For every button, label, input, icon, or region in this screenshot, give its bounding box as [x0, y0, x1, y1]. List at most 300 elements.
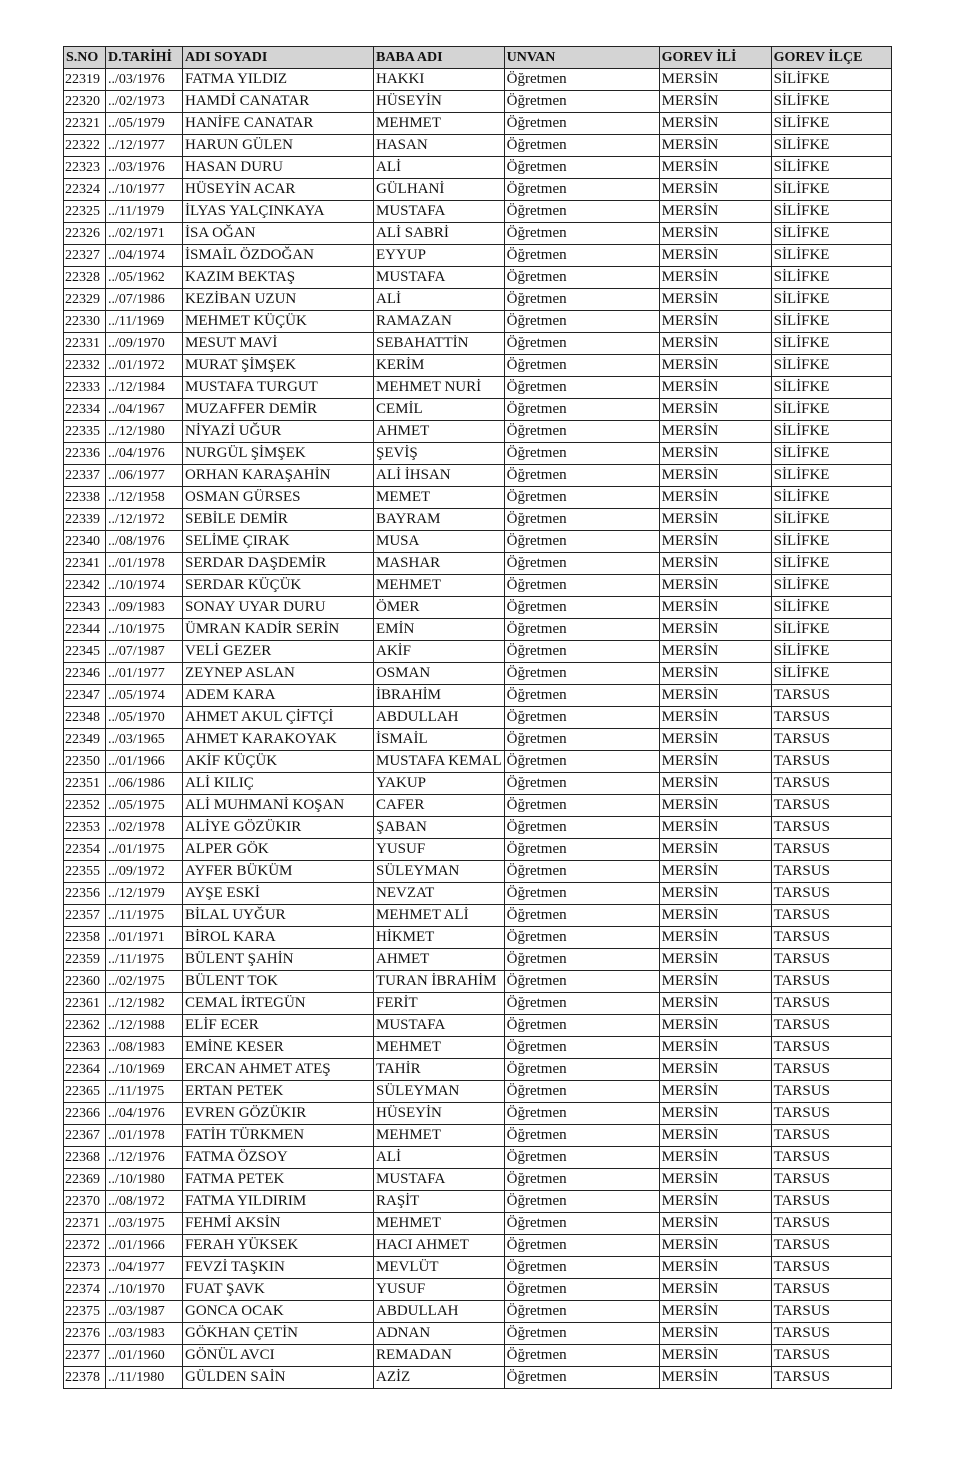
cell-father-name: SÜLEYMAN [374, 861, 505, 883]
cell-province: MERSİN [659, 663, 771, 685]
cell-sno: 22347 [64, 685, 106, 707]
cell-district: SİLİFKE [771, 311, 891, 333]
table-row [64, 1345, 892, 1367]
cell-district: SİLİFKE [771, 443, 891, 465]
cell-full-name: ERCAN AHMET ATEŞ [183, 1059, 374, 1081]
cell-district: SİLİFKE [771, 531, 891, 553]
cell-full-name: FATMA ÖZSOY [183, 1147, 374, 1169]
cell-sno: 22363 [64, 1037, 106, 1059]
table-row [64, 839, 892, 861]
cell-title: Öğretmen [504, 1191, 659, 1213]
table-body [64, 69, 892, 1389]
cell-province: MERSİN [659, 443, 771, 465]
cell-sno: 22378 [64, 1367, 106, 1389]
cell-full-name: BİLAL UYĞUR [183, 905, 374, 927]
table-row [64, 1125, 892, 1147]
cell-province: MERSİN [659, 135, 771, 157]
cell-birth-date: ../04/1976 [106, 1103, 183, 1125]
cell-full-name: SERDAR DAŞDEMİR [183, 553, 374, 575]
cell-province: MERSİN [659, 377, 771, 399]
cell-birth-date: ../12/1979 [106, 883, 183, 905]
cell-title: Öğretmen [504, 663, 659, 685]
table-row [64, 1147, 892, 1169]
cell-district: SİLİFKE [771, 333, 891, 355]
cell-title: Öğretmen [504, 905, 659, 927]
cell-birth-date: ../01/1966 [106, 751, 183, 773]
cell-father-name: HİKMET [374, 927, 505, 949]
cell-full-name: HANİFE CANATAR [183, 113, 374, 135]
cell-birth-date: ../01/1978 [106, 553, 183, 575]
cell-title: Öğretmen [504, 619, 659, 641]
table-row [64, 267, 892, 289]
cell-title: Öğretmen [504, 201, 659, 223]
cell-birth-date: ../03/1983 [106, 1323, 183, 1345]
cell-full-name: FATMA PETEK [183, 1169, 374, 1191]
cell-sno: 22341 [64, 553, 106, 575]
cell-father-name: TURAN İBRAHİM [374, 971, 505, 993]
cell-title: Öğretmen [504, 311, 659, 333]
cell-birth-date: ../11/1979 [106, 201, 183, 223]
table-row [64, 883, 892, 905]
cell-sno: 22323 [64, 157, 106, 179]
cell-father-name: SEBAHATTİN [374, 333, 505, 355]
cell-province: MERSİN [659, 333, 771, 355]
table-row [64, 641, 892, 663]
cell-father-name: ALİ [374, 289, 505, 311]
cell-district: TARSUS [771, 1367, 891, 1389]
cell-title: Öğretmen [504, 883, 659, 905]
cell-province: MERSİN [659, 971, 771, 993]
table-row [64, 949, 892, 971]
cell-province: MERSİN [659, 553, 771, 575]
cell-father-name: KERİM [374, 355, 505, 377]
cell-full-name: HARUN GÜLEN [183, 135, 374, 157]
table-row [64, 91, 892, 113]
cell-province: MERSİN [659, 1257, 771, 1279]
cell-title: Öğretmen [504, 685, 659, 707]
cell-birth-date: ../11/1975 [106, 1081, 183, 1103]
cell-father-name: AHMET [374, 421, 505, 443]
cell-full-name: ERTAN PETEK [183, 1081, 374, 1103]
cell-birth-date: ../11/1980 [106, 1367, 183, 1389]
cell-full-name: FATİH TÜRKMEN [183, 1125, 374, 1147]
cell-sno: 22327 [64, 245, 106, 267]
cell-sno: 22324 [64, 179, 106, 201]
cell-sno: 22372 [64, 1235, 106, 1257]
cell-birth-date: ../01/1960 [106, 1345, 183, 1367]
cell-full-name: ZEYNEP ASLAN [183, 663, 374, 685]
cell-province: MERSİN [659, 465, 771, 487]
cell-father-name: İSMAİL [374, 729, 505, 751]
cell-province: MERSİN [659, 1037, 771, 1059]
cell-birth-date: ../10/1969 [106, 1059, 183, 1081]
cell-father-name: GÜLHANİ [374, 179, 505, 201]
cell-father-name: MUSA [374, 531, 505, 553]
cell-birth-date: ../10/1970 [106, 1279, 183, 1301]
cell-full-name: BÜLENT ŞAHİN [183, 949, 374, 971]
cell-province: MERSİN [659, 1015, 771, 1037]
cell-father-name: MEHMET [374, 1125, 505, 1147]
table-row [64, 1191, 892, 1213]
cell-father-name: HÜSEYİN [374, 1103, 505, 1125]
cell-district: TARSUS [771, 883, 891, 905]
cell-full-name: GONCA OCAK [183, 1301, 374, 1323]
cell-province: MERSİN [659, 883, 771, 905]
cell-sno: 22364 [64, 1059, 106, 1081]
cell-title: Öğretmen [504, 795, 659, 817]
cell-full-name: ALPER GÖK [183, 839, 374, 861]
cell-district: SİLİFKE [771, 223, 891, 245]
cell-title: Öğretmen [504, 465, 659, 487]
cell-district: SİLİFKE [771, 69, 891, 91]
cell-birth-date: ../03/1975 [106, 1213, 183, 1235]
cell-sno: 22325 [64, 201, 106, 223]
cell-birth-date: ../07/1986 [106, 289, 183, 311]
table-row [64, 69, 892, 91]
cell-full-name: İSMAİL ÖZDOĞAN [183, 245, 374, 267]
cell-title: Öğretmen [504, 971, 659, 993]
cell-province: MERSİN [659, 927, 771, 949]
cell-father-name: İBRAHİM [374, 685, 505, 707]
cell-district: TARSUS [771, 861, 891, 883]
cell-district: TARSUS [771, 1323, 891, 1345]
cell-birth-date: ../11/1975 [106, 949, 183, 971]
cell-birth-date: ../02/1975 [106, 971, 183, 993]
cell-title: Öğretmen [504, 113, 659, 135]
cell-province: MERSİN [659, 245, 771, 267]
table-row [64, 531, 892, 553]
cell-district: TARSUS [771, 1037, 891, 1059]
cell-sno: 22353 [64, 817, 106, 839]
cell-district: TARSUS [771, 773, 891, 795]
cell-province: MERSİN [659, 1235, 771, 1257]
cell-sno: 22336 [64, 443, 106, 465]
cell-title: Öğretmen [504, 861, 659, 883]
cell-sno: 22330 [64, 311, 106, 333]
cell-title: Öğretmen [504, 69, 659, 91]
cell-birth-date: ../08/1976 [106, 531, 183, 553]
cell-title: Öğretmen [504, 751, 659, 773]
cell-full-name: KEZİBAN UZUN [183, 289, 374, 311]
cell-full-name: İSA OĞAN [183, 223, 374, 245]
table-row [64, 1059, 892, 1081]
cell-title: Öğretmen [504, 531, 659, 553]
cell-district: TARSUS [771, 1059, 891, 1081]
cell-sno: 22375 [64, 1301, 106, 1323]
cell-sno: 22349 [64, 729, 106, 751]
cell-sno: 22334 [64, 399, 106, 421]
cell-title: Öğretmen [504, 1015, 659, 1037]
cell-province: MERSİN [659, 993, 771, 1015]
cell-father-name: MASHAR [374, 553, 505, 575]
cell-title: Öğretmen [504, 1367, 659, 1389]
table-row [64, 773, 892, 795]
cell-title: Öğretmen [504, 1301, 659, 1323]
cell-birth-date: ../04/1974 [106, 245, 183, 267]
cell-sno: 22348 [64, 707, 106, 729]
cell-province: MERSİN [659, 575, 771, 597]
cell-district: TARSUS [771, 1147, 891, 1169]
cell-district: TARSUS [771, 685, 891, 707]
cell-birth-date: ../02/1971 [106, 223, 183, 245]
cell-full-name: BİROL KARA [183, 927, 374, 949]
cell-father-name: REMADAN [374, 1345, 505, 1367]
table-row [64, 223, 892, 245]
table-row [64, 1081, 892, 1103]
table-row [64, 1103, 892, 1125]
cell-full-name: İLYAS YALÇINKAYA [183, 201, 374, 223]
cell-full-name: MESUT MAVİ [183, 333, 374, 355]
cell-title: Öğretmen [504, 641, 659, 663]
cell-province: MERSİN [659, 1103, 771, 1125]
cell-full-name: ALİYE GÖZÜKIR [183, 817, 374, 839]
cell-father-name: AZİZ [374, 1367, 505, 1389]
cell-province: MERSİN [659, 861, 771, 883]
cell-father-name: ALİ [374, 157, 505, 179]
cell-full-name: HAMDİ CANATAR [183, 91, 374, 113]
table-header [64, 47, 892, 69]
cell-full-name: VELİ GEZER [183, 641, 374, 663]
cell-father-name: CAFER [374, 795, 505, 817]
header-province: GOREV İLİ [659, 47, 771, 69]
cell-birth-date: ../02/1978 [106, 817, 183, 839]
cell-sno: 22360 [64, 971, 106, 993]
cell-full-name: ADEM KARA [183, 685, 374, 707]
cell-district: SİLİFKE [771, 289, 891, 311]
cell-birth-date: ../12/1988 [106, 1015, 183, 1037]
cell-full-name: ELİF ECER [183, 1015, 374, 1037]
cell-district: SİLİFKE [771, 157, 891, 179]
cell-full-name: BÜLENT TOK [183, 971, 374, 993]
cell-birth-date: ../12/1982 [106, 993, 183, 1015]
cell-province: MERSİN [659, 773, 771, 795]
cell-sno: 22374 [64, 1279, 106, 1301]
cell-sno: 22356 [64, 883, 106, 905]
document-sheet [63, 46, 892, 1389]
table-row [64, 1213, 892, 1235]
cell-full-name: FEHMİ AKSİN [183, 1213, 374, 1235]
cell-sno: 22357 [64, 905, 106, 927]
cell-full-name: SERDAR KÜÇÜK [183, 575, 374, 597]
cell-province: MERSİN [659, 267, 771, 289]
cell-province: MERSİN [659, 949, 771, 971]
cell-birth-date: ../03/1987 [106, 1301, 183, 1323]
cell-title: Öğretmen [504, 289, 659, 311]
cell-sno: 22350 [64, 751, 106, 773]
cell-title: Öğretmen [504, 1235, 659, 1257]
cell-father-name: MUSTAFA [374, 1015, 505, 1037]
cell-title: Öğretmen [504, 333, 659, 355]
cell-province: MERSİN [659, 751, 771, 773]
cell-district: TARSUS [771, 1235, 891, 1257]
table-row [64, 905, 892, 927]
cell-father-name: OSMAN [374, 663, 505, 685]
cell-birth-date: ../08/1972 [106, 1191, 183, 1213]
cell-district: SİLİFKE [771, 619, 891, 641]
cell-birth-date: ../01/1978 [106, 1125, 183, 1147]
cell-district: SİLİFKE [771, 245, 891, 267]
cell-birth-date: ../05/1962 [106, 267, 183, 289]
cell-district: TARSUS [771, 751, 891, 773]
cell-district: SİLİFKE [771, 91, 891, 113]
table-row [64, 707, 892, 729]
cell-sno: 22331 [64, 333, 106, 355]
cell-birth-date: ../03/1965 [106, 729, 183, 751]
cell-full-name: MUZAFFER DEMİR [183, 399, 374, 421]
cell-district: TARSUS [771, 1213, 891, 1235]
cell-father-name: HAKKI [374, 69, 505, 91]
cell-full-name: FATMA YILDIZ [183, 69, 374, 91]
cell-title: Öğretmen [504, 157, 659, 179]
cell-father-name: HASAN [374, 135, 505, 157]
table-row [64, 729, 892, 751]
cell-birth-date: ../03/1976 [106, 69, 183, 91]
cell-province: MERSİN [659, 729, 771, 751]
table-row [64, 289, 892, 311]
cell-sno: 22367 [64, 1125, 106, 1147]
cell-sno: 22346 [64, 663, 106, 685]
cell-full-name: OSMAN GÜRSES [183, 487, 374, 509]
cell-full-name: MEHMET KÜÇÜK [183, 311, 374, 333]
cell-full-name: AYFER BÜKÜM [183, 861, 374, 883]
cell-father-name: AKİF [374, 641, 505, 663]
cell-full-name: EVREN GÖZÜKIR [183, 1103, 374, 1125]
cell-father-name: AHMET [374, 949, 505, 971]
cell-district: SİLİFKE [771, 113, 891, 135]
cell-province: MERSİN [659, 817, 771, 839]
cell-title: Öğretmen [504, 421, 659, 443]
cell-title: Öğretmen [504, 1081, 659, 1103]
cell-father-name: MEHMET [374, 113, 505, 135]
cell-birth-date: ../12/1977 [106, 135, 183, 157]
cell-title: Öğretmen [504, 1345, 659, 1367]
cell-district: SİLİFKE [771, 179, 891, 201]
cell-father-name: MEHMET [374, 575, 505, 597]
header-father-name: BABA ADI [374, 47, 505, 69]
cell-sno: 22337 [64, 465, 106, 487]
cell-birth-date: ../01/1971 [106, 927, 183, 949]
cell-province: MERSİN [659, 531, 771, 553]
cell-district: SİLİFKE [771, 509, 891, 531]
cell-birth-date: ../10/1977 [106, 179, 183, 201]
cell-title: Öğretmen [504, 927, 659, 949]
cell-title: Öğretmen [504, 993, 659, 1015]
cell-father-name: YAKUP [374, 773, 505, 795]
table-row [64, 311, 892, 333]
cell-district: SİLİFKE [771, 421, 891, 443]
cell-title: Öğretmen [504, 949, 659, 971]
cell-district: TARSUS [771, 1257, 891, 1279]
cell-full-name: HÜSEYİN ACAR [183, 179, 374, 201]
cell-father-name: RAŞİT [374, 1191, 505, 1213]
cell-title: Öğretmen [504, 377, 659, 399]
cell-full-name: AYŞE ESKİ [183, 883, 374, 905]
cell-province: MERSİN [659, 113, 771, 135]
table-row [64, 685, 892, 707]
cell-sno: 22362 [64, 1015, 106, 1037]
cell-father-name: ALİ [374, 1147, 505, 1169]
header-sno: S.NO [64, 47, 106, 69]
table-row [64, 135, 892, 157]
cell-sno: 22326 [64, 223, 106, 245]
cell-father-name: EYYUP [374, 245, 505, 267]
cell-birth-date: ../11/1969 [106, 311, 183, 333]
table-row [64, 927, 892, 949]
table-row [64, 465, 892, 487]
cell-province: MERSİN [659, 597, 771, 619]
personnel-table [63, 46, 892, 1389]
cell-district: TARSUS [771, 1103, 891, 1125]
cell-sno: 22365 [64, 1081, 106, 1103]
cell-sno: 22355 [64, 861, 106, 883]
cell-full-name: HASAN DURU [183, 157, 374, 179]
table-row [64, 399, 892, 421]
cell-full-name: NİYAZİ UĞUR [183, 421, 374, 443]
cell-sno: 22351 [64, 773, 106, 795]
table-row [64, 1257, 892, 1279]
cell-province: MERSİN [659, 1059, 771, 1081]
cell-province: MERSİN [659, 311, 771, 333]
table-row [64, 993, 892, 1015]
cell-province: MERSİN [659, 1147, 771, 1169]
cell-sno: 22366 [64, 1103, 106, 1125]
cell-title: Öğretmen [504, 91, 659, 113]
cell-province: MERSİN [659, 641, 771, 663]
cell-province: MERSİN [659, 289, 771, 311]
cell-title: Öğretmen [504, 1059, 659, 1081]
cell-province: MERSİN [659, 619, 771, 641]
cell-sno: 22373 [64, 1257, 106, 1279]
cell-full-name: SEBİLE DEMİR [183, 509, 374, 531]
cell-sno: 22322 [64, 135, 106, 157]
table-row [64, 421, 892, 443]
table-row [64, 795, 892, 817]
cell-full-name: ALİ MUHMANİ KOŞAN [183, 795, 374, 817]
table-row [64, 1235, 892, 1257]
cell-father-name: YUSUF [374, 839, 505, 861]
cell-father-name: ŞABAN [374, 817, 505, 839]
cell-province: MERSİN [659, 685, 771, 707]
cell-full-name: SELİME ÇIRAK [183, 531, 374, 553]
cell-birth-date: ../12/1980 [106, 421, 183, 443]
cell-province: MERSİN [659, 1081, 771, 1103]
cell-full-name: FUAT ŞAVK [183, 1279, 374, 1301]
cell-birth-date: ../01/1975 [106, 839, 183, 861]
table-row [64, 1301, 892, 1323]
cell-father-name: MUSTAFA [374, 201, 505, 223]
cell-sno: 22370 [64, 1191, 106, 1213]
cell-title: Öğretmen [504, 1257, 659, 1279]
table-row [64, 355, 892, 377]
cell-district: SİLİFKE [771, 355, 891, 377]
cell-sno: 22320 [64, 91, 106, 113]
cell-title: Öğretmen [504, 575, 659, 597]
table-row [64, 1367, 892, 1389]
cell-title: Öğretmen [504, 597, 659, 619]
table-row [64, 663, 892, 685]
cell-sno: 22361 [64, 993, 106, 1015]
table-row [64, 861, 892, 883]
cell-province: MERSİN [659, 179, 771, 201]
cell-district: TARSUS [771, 1191, 891, 1213]
cell-father-name: EMİN [374, 619, 505, 641]
cell-birth-date: ../05/1970 [106, 707, 183, 729]
cell-sno: 22343 [64, 597, 106, 619]
cell-sno: 22352 [64, 795, 106, 817]
cell-birth-date: ../10/1975 [106, 619, 183, 641]
cell-title: Öğretmen [504, 729, 659, 751]
cell-district: TARSUS [771, 971, 891, 993]
